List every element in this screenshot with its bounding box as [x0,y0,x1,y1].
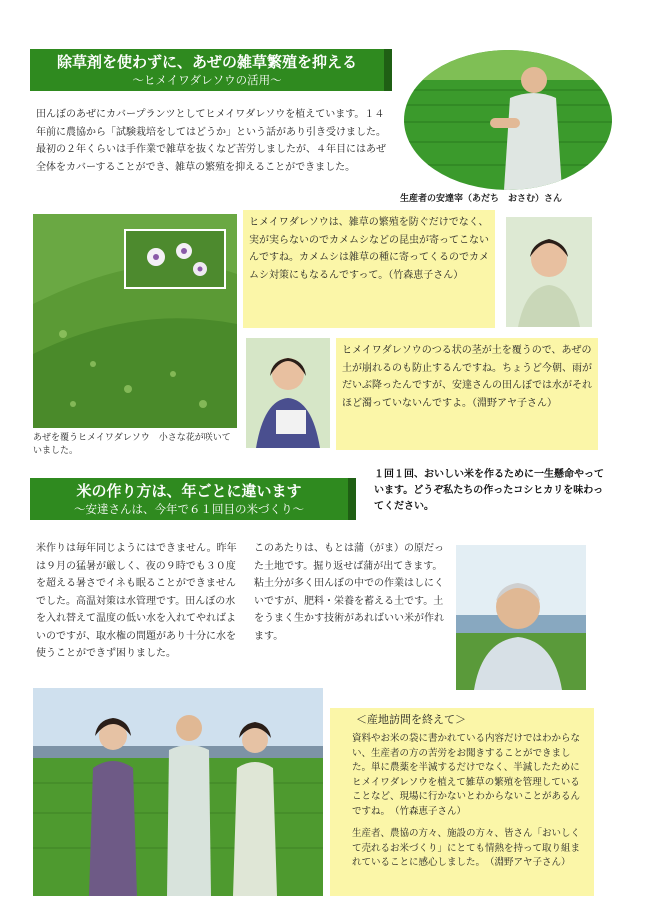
section2-banner [30,478,356,520]
visit-summary-box [330,708,594,896]
quote-takemori-1-text: ヒメイワダレソウは、雑草の繁殖を防ぐだけでなく、実が実らないのでカメムシなどの昆虫が寄ってこないんですね。カメムシは雑草の種に寄ってくるのでカメムシ対策にもなるんですって。（竹森恵子さん） [249,217,489,281]
section2-subtitle: ～安達さんは、今年で６１回目の米づくり～ [74,502,304,516]
takemori-portrait [506,217,592,327]
section1-body: 田んぼのあぜにカバープランツとしてヒメイワダレソウを植えています。１４年前に農協から「試験栽培をしてはどうか」という話があり引き受けました。最初の２年くらいは手作業で雑草を抜くなど苦労しましたが、４年目にはあぜ全体をカバーすることができ、雑草の繁殖を抑えることができました。 [36,109,386,173]
producer-photo [404,50,612,190]
section1-subtitle: ～ヒメイワダレソウの活用～ [132,73,282,87]
producer-caption: 生産者の安達宰（あだち おさむ）さん [400,194,563,204]
section1-title: 除草剤を使わずに、あぜの雑草繁殖を抑える [56,53,357,71]
visit-text-fuchino: 生産者、農協の方々、施設の方々、皆さん「おいしくて売れるお米づくり」にとても情熱を持って取り組まれていることに感心しました。 （淵野アヤ子さん） [352,828,581,868]
producer-quote: １回１回、おいしい米を作るために一生懸命やっています。どうぞ私たちの作ったコシヒカリを味わってください。 [374,469,604,512]
quote-fuchino-1-text: ヒメイワダレソウのつる状の茎が土を覆うので、あぜの土が崩れるのも防止するんですね。ちょうど今朝、雨がだいぶ降ったんですが、安達さんの田んぼでは水がそれほど濁っていないんですよ。（淵野アヤ子さん） [342,345,592,409]
rice-column-2: このあたりは、もとは蒲（がま）の原だった土地です。掘り返せば蒲が出てきます。粘土分が多く田んぼの中での作業はしにくいですが、肥料・栄養を蓄える土です。土をうまく生かす技術があればいい米が作れます。 [254,543,444,642]
field-caption: あぜを覆うヒメイワダレソウ 小さな花が咲いていました。 [33,433,231,456]
visit-text-takemori: 資料やお米の袋に書かれている内容だけではわからない、生産者の方の苦労をお聞きすることができました。単に農薬を半減するだけでなく、半減したためにヒメイワダレソウを植えて雑草の繁殖を管理していることなど、現場に行かないとわからないことがあるんですね。 （竹森恵子さん） [352,733,581,817]
group-photo [33,688,323,896]
section2-title: 米の作り方は、年ごとに違います [76,482,302,500]
visit-heading: ＜産地訪問を終えて＞ [356,713,466,726]
fuchino-portrait [246,338,330,448]
quote-takemori-1 [243,210,495,328]
producer-portrait [456,545,586,690]
section1-banner [30,49,392,91]
quote-fuchino-1 [336,338,598,450]
flower-inset-photo [124,229,226,289]
rice-column-1: 米作りは毎年同じようにはできません。昨年は９月の猛暑が厳しく、夜の９時でも３０度を超える暑さでイネも眠ることができませんでした。高温対策は水管理です。田んぼの水を入れ替えて温度の低い水を入れてやればよいのですが、取水権の問題があり十分に水を使うことができず困りました。 [36,543,237,659]
